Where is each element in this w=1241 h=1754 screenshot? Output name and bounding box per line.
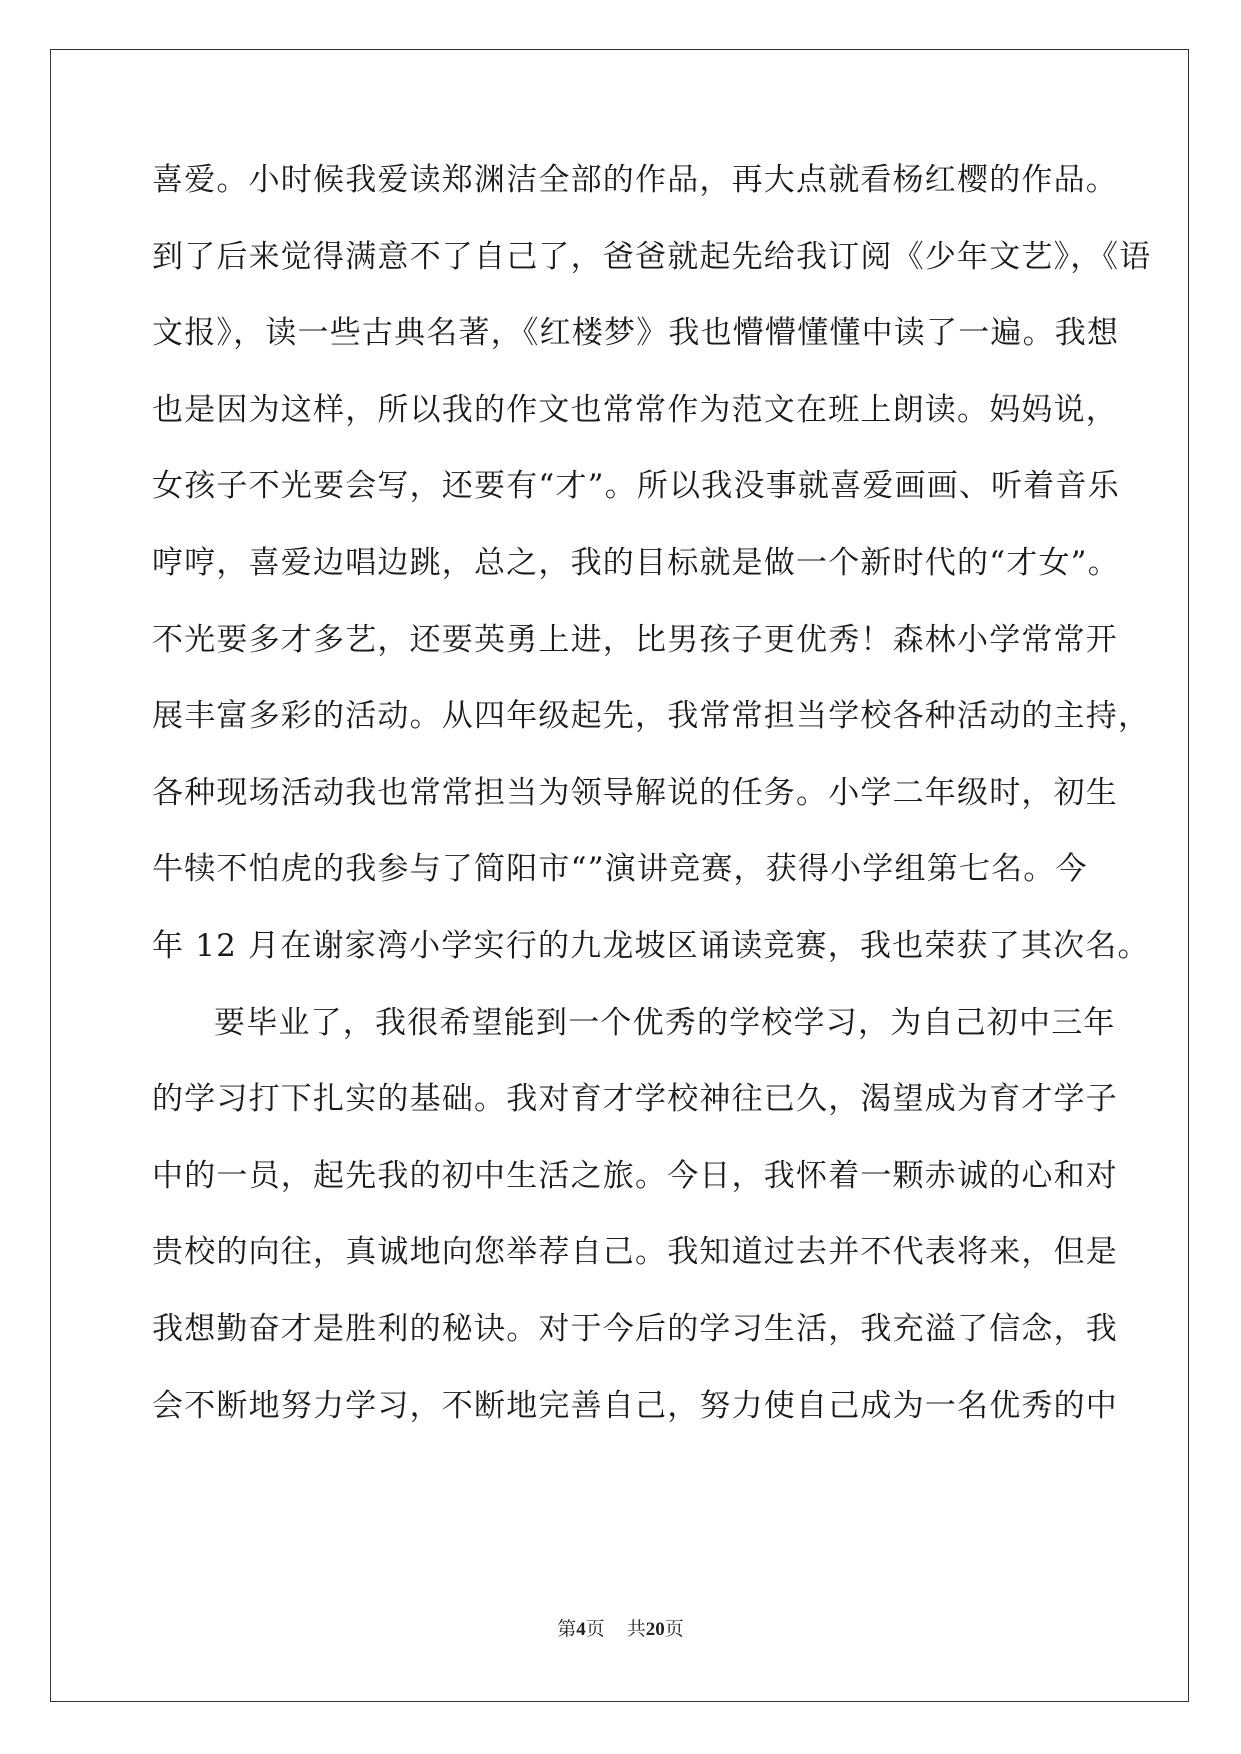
text-line: 贵校的向往，真诚地向您举荐自己。我知道过去并不代表将来，但是 — [152, 1234, 1118, 1271]
text-line: 文报》，读一些古典名著，《红楼梦》我也懵懵懂懂中读了一遍。我想 — [152, 315, 1120, 352]
text-line: 喜爱。小时候我爱读郑渊洁全部的作品，再大点就看杨红樱的作品。 — [152, 162, 1118, 198]
text-line: 我想勤奋才是胜利的秘诀。对于今后的学习生活，我充溢了信念，我 — [152, 1310, 1118, 1347]
text-line: 会不断地努力学习，不断地完善自己，努力使自己成为一名优秀的中 — [152, 1387, 1118, 1424]
text-line: 展丰富多彩的活动。从四年级起先，我常常担当学校各种活动的主持， — [152, 698, 1151, 735]
total-prefix: 共 — [626, 1619, 646, 1640]
text-line: 各种现场活动我也常常担当为领导解说的任务。小学二年级时，初生 — [152, 774, 1118, 811]
text-line: 哼哼，喜爱边唱边跳，总之，我的目标就是做一个新时代的“才女”。 — [152, 544, 1120, 581]
text-line: 年 12 月在谢家湾小学实行的九龙坡区诵读竞赛，我也荣获了其次名。 — [152, 927, 1150, 964]
paragraph-start-line: 要毕业了，我很希望能到一个优秀的学校学习，为自己初中三年 — [214, 1004, 1116, 1041]
page-prefix: 第 — [557, 1619, 577, 1640]
page-suffix: 页 — [585, 1619, 605, 1640]
text-line: 到了后来觉得满意不了自己了，爸爸就起先给我订阅《少年文艺》，《语 — [152, 238, 1152, 275]
text-line: 的学习打下扎实的基础。我对育才学校神往已久，渴望成为育才学子 — [152, 1081, 1118, 1118]
text-line: 不光要多才多艺，还要英勇上进，比男孩子更优秀！森林小学常常开 — [152, 621, 1118, 658]
text-line: 也是因为这样，所以我的作文也常常作为范文在班上朗读。妈妈说， — [152, 391, 1118, 428]
total-pages: 20 — [645, 1619, 665, 1640]
total-suffix: 页 — [664, 1619, 684, 1640]
page-number: 4 — [576, 1619, 586, 1640]
document-body — [152, 160, 1152, 1462]
page-footer — [0, 1614, 1241, 1641]
text-line: 女孩子不光要会写，还要有“才”。所以我没事就喜爱画画、听着音乐 — [152, 468, 1120, 505]
text-line: 中的一员，起先我的初中生活之旅。今日，我怀着一颗赤诚的心和对 — [152, 1157, 1118, 1194]
text-line: 牛犊不怕虎的我参与了简阳市“”演讲竞赛，获得小学组第七名。今 — [152, 851, 1088, 888]
